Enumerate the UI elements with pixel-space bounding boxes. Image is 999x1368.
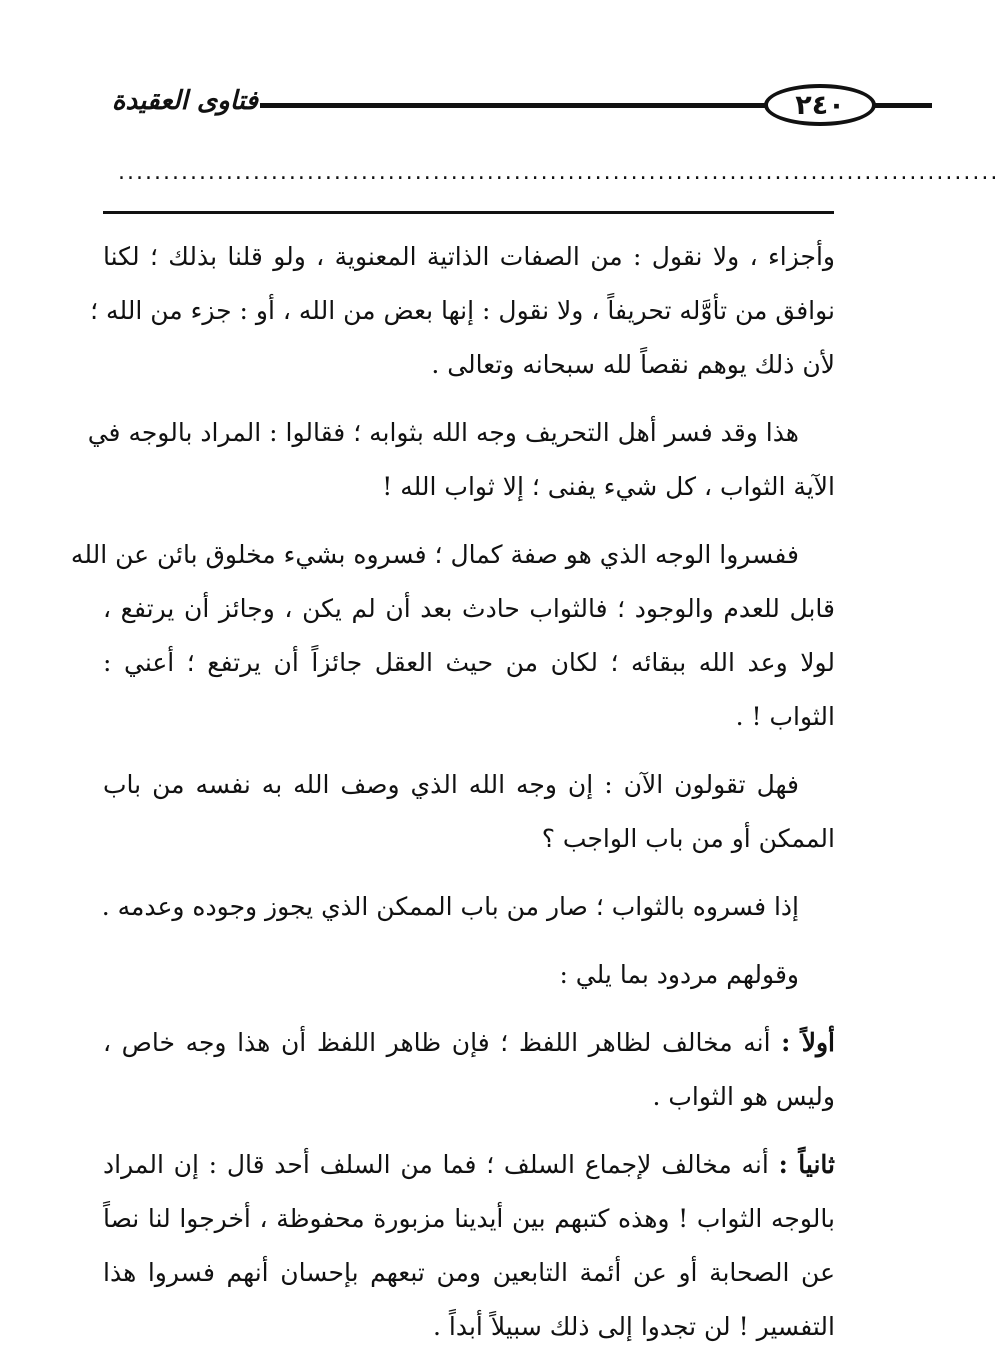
text-line: عن الصحابة أو عن أئمة التابعين ومن تبعهم بإحسان أنهم فسروا هذا [103,1258,835,1287]
header-rule-right [874,103,932,108]
text-span: أنه مخالف لظاهر اللفظ ؛ فإن ظاهر اللفظ أن هذا وجه خاص ، [103,1028,771,1057]
point-label-second: ثانياً : [778,1150,835,1179]
text-line: قابل للعدم والوجود ؛ فالثواب حادث بعد أن لم يكن ، وجائز أن يرتفع ، [103,594,835,623]
text-line: الممكن أو من باب الواجب ؟ [541,824,835,853]
text-line: ففسروا الوجه الذي هو صفة كمال ؛ فسروه بشيء مخلوق بائن عن الله [70,540,799,569]
text-span: أنه مخالف لإجماع السلف ؛ فما من السلف أحد قال : إن المراد [103,1150,769,1179]
text-line: هذا وقد فسر أهل التحريف وجه الله بثوابه ؛ فقالوا : المراد بالوجه في [87,418,799,447]
text-line: لأن ذلك يوهم نقصاً لله سبحانه وتعالى . [431,350,835,379]
text-line: التفسير ! لن تجدوا إلى ذلك سبيلاً أبداً . [433,1312,835,1341]
header-rule-left [260,103,765,108]
dotted-separator: .................................................................................................. [118,160,999,185]
horizontal-rule [103,211,834,214]
text-line: الثواب ! . [735,702,835,731]
page-header [98,84,845,128]
text-line [103,1016,835,1070]
text-line: الآية الثواب ، كل شيء يفنى ؛ إلا ثواب الله ! [382,472,835,501]
text-line: لولا وعد الله ببقائه ؛ لكان من حيث العقل جائزاً أن يرتفع ؛ أعني : [103,648,835,677]
point-label-first: أولاً : [781,1028,836,1057]
text-line: فهل تقولون الآن : إن وجه الله الذي وصف الله به نفسه من باب [103,770,799,799]
text-line: وأجزاء ، ولا نقول : من الصفات الذاتية المعنوية ، ولو قلنا بذلك ؛ لكنا [103,242,835,271]
text-line: وليس هو الثواب . [652,1082,835,1111]
book-title: فتاوى العقيدة [111,86,258,116]
text-line: نوافق من تأوَّله تحريفاً ، ولا نقول : إنها بعض من الله ، أو : جزء من الله ؛ [90,296,835,325]
text-line [103,1138,835,1192]
text-line: وقولهم مردود بما يلي : [559,960,799,989]
text-line: إذا فسروه بالثواب ؛ صار من باب الممكن الذي يجوز وجوده وعدمه . [101,892,799,921]
text-line: بالوجه الثواب ! وهذه كتبهم بين أيدينا مزبورة محفوظة ، أخرجوا لنا نصاً [103,1204,835,1233]
page-body [70,230,836,1354]
page-number: ٢٤٠ [764,84,876,126]
